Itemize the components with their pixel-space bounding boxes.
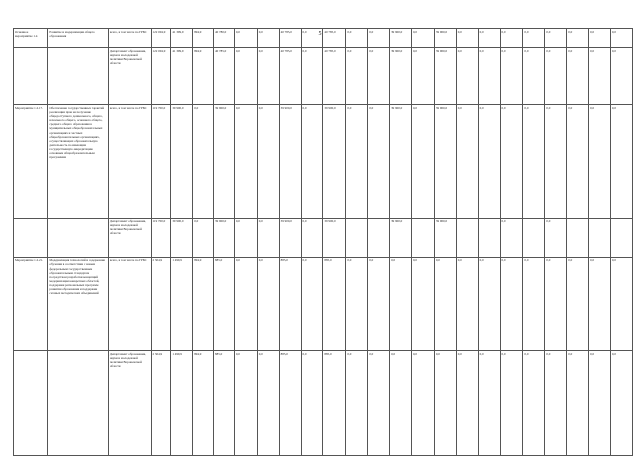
value-cell: 0,0 (301, 29, 323, 48)
value-cell: 2 304,9 (151, 350, 171, 455)
value-cell: 0,0 (589, 48, 611, 105)
value-cell: 0,0 (589, 257, 611, 350)
value-cell: 39 900,0 (279, 218, 301, 257)
value-cell: 885,0 (323, 350, 346, 455)
value-cell: 40 785,0 (323, 48, 346, 105)
activity-code-cell: Основное мероприятие 1.2. (14, 29, 48, 48)
value-cell: 0,0 (301, 218, 323, 257)
value-cell: 0,0 (456, 257, 478, 350)
activity-code-cell (14, 350, 48, 455)
value-cell: 40 785,0 (214, 48, 235, 105)
value-cell: 39 900,0 (279, 105, 301, 218)
value-cell: 0,0 (610, 257, 632, 350)
activity-code-cell: Мероприятие 1.2.17. (14, 105, 48, 218)
value-cell: 40 785,0 (323, 29, 346, 48)
value-cell: 0,0 (456, 29, 478, 48)
funding-source-cell: Департамент образования, науки и молодежной политики Воронежской области (108, 48, 151, 105)
value-cell: 0,0 (478, 29, 500, 48)
value-cell: 0,0 (567, 350, 589, 455)
value-cell: 885,0 (323, 257, 346, 350)
value-cell: 39 900,0 (390, 105, 412, 218)
value-cell: 0,0 (346, 29, 368, 48)
value-cell: 0,0 (234, 257, 257, 350)
value-cell: 0,0 (193, 105, 214, 218)
value-cell: 39 900,0 (434, 218, 456, 257)
value-cell: 894,9 (193, 350, 214, 455)
activity-name-cell (48, 218, 108, 257)
value-cell: 0,0 (368, 105, 390, 218)
funding-source-cell: Департамент образования, науки и молодежной политики Воронежской области (108, 350, 151, 455)
value-cell: 119 700,0 (151, 105, 171, 218)
table-row (14, 105, 633, 218)
activity-name-cell (48, 350, 108, 455)
value-cell: 0,0 (567, 257, 589, 350)
value-cell: 41 399,9 (171, 48, 193, 105)
value-cell: 0,0 (411, 48, 434, 105)
value-cell: 885,0 (214, 350, 235, 455)
activity-name-cell (48, 48, 108, 105)
value-cell: 0,0 (346, 350, 368, 455)
value-cell: 0,0 (301, 48, 323, 105)
value-cell: 39 900,0 (390, 218, 412, 257)
value-cell: 119 700,0 (151, 218, 171, 257)
value-cell: 0,0 (301, 105, 323, 218)
value-cell: 0,0 (478, 257, 500, 350)
value-cell: 0,0 (411, 350, 434, 455)
activity-name-cell: Развитие и модернизация общего образования (48, 29, 108, 48)
value-cell: 0,0 (257, 257, 279, 350)
value-cell: 0,0 (500, 218, 523, 257)
value-cell: 40 780,0 (214, 29, 235, 48)
value-cell: 0,0 (545, 218, 567, 257)
value-cell: 0,0 (478, 48, 500, 105)
value-cell: 39 900,0 (434, 29, 456, 48)
table-row (14, 257, 633, 350)
value-cell: 0,0 (346, 105, 368, 218)
value-cell: 40 785,0 (279, 29, 301, 48)
value-cell: 39 900,0 (214, 105, 235, 218)
value-cell: 0,0 (234, 29, 257, 48)
value-cell: 1 499,9 (171, 257, 193, 350)
value-cell: 0,0 (456, 105, 478, 218)
table-row (14, 29, 633, 48)
table-row (14, 48, 633, 105)
value-cell: 0,0 (390, 257, 412, 350)
value-cell: 0,0 (257, 218, 279, 257)
value-cell: 0,0 (434, 257, 456, 350)
value-cell: 40 785,0 (279, 48, 301, 105)
value-cell: 0,0 (234, 350, 257, 455)
value-cell: 894,9 (193, 257, 214, 350)
value-cell: 0,0 (456, 48, 478, 105)
value-cell: 1 499,9 (171, 350, 193, 455)
value-cell: 0,0 (234, 105, 257, 218)
value-cell: 0,0 (545, 105, 567, 218)
activity-code-cell (14, 48, 48, 105)
activity-code-cell: Мероприятие 1.2.21. (14, 257, 48, 350)
value-cell: 39 900,0 (434, 105, 456, 218)
value-cell: 0,0 (193, 218, 214, 257)
value-cell: 39 900,0 (323, 105, 346, 218)
value-cell: 39 900,0 (434, 48, 456, 105)
value-cell: 0,0 (368, 257, 390, 350)
value-cell: 0,0 (257, 29, 279, 48)
value-cell: 0,0 (257, 48, 279, 105)
value-cell: 0,0 (610, 48, 632, 105)
value-cell (411, 218, 434, 257)
value-cell: 0,0 (545, 48, 567, 105)
value-cell: 0,0 (500, 105, 523, 218)
value-cell: 0,0 (434, 350, 456, 455)
value-cell (567, 218, 589, 257)
value-cell: 0,0 (523, 29, 545, 48)
value-cell: 0,0 (523, 105, 545, 218)
value-cell: 0,0 (478, 105, 500, 218)
value-cell: 0,0 (610, 350, 632, 455)
value-cell: 2 304,9 (151, 257, 171, 350)
value-cell: 0,0 (257, 350, 279, 455)
value-cell: 41 399,9 (171, 29, 193, 48)
value-cell: 894,9 (193, 48, 214, 105)
value-cell: 0,0 (545, 350, 567, 455)
value-cell (368, 218, 390, 257)
value-cell: 0,0 (411, 29, 434, 48)
value-cell: 0,0 (589, 350, 611, 455)
funding-source-cell: всего, в том числе по ГРБС (108, 257, 151, 350)
value-cell: 0,0 (523, 350, 545, 455)
value-cell: 0,0 (368, 350, 390, 455)
value-cell: 885,0 (279, 257, 301, 350)
value-cell: 39 900,0 (214, 218, 235, 257)
value-cell: 0,0 (411, 105, 434, 218)
value-cell: 39 900,0 (323, 218, 346, 257)
value-cell: 0,0 (523, 257, 545, 350)
value-cell (478, 218, 500, 257)
table-row (14, 350, 633, 455)
value-cell: 122 004,9 (151, 29, 171, 48)
value-cell (456, 218, 478, 257)
value-cell: 0,0 (567, 48, 589, 105)
value-cell: 39 900,0 (390, 48, 412, 105)
value-cell: 0,0 (346, 48, 368, 105)
value-cell (610, 218, 632, 257)
value-cell: 39 900,0 (390, 29, 412, 48)
value-cell: 0,0 (610, 105, 632, 218)
value-cell (589, 218, 611, 257)
value-cell: 0,0 (500, 350, 523, 455)
activity-name-cell: Обеспечение государственных гарантий реализации прав на получение общедоступного дошкольного, общего, начального общего, основного общего, среднего общего образования в муниципальных общеобразовательных организациях и частных общеобразовательных организациях, осуществляющих образовательную деятельность по имеющим государственную аккредитацию основным общеобразовательным программам (48, 105, 108, 218)
value-cell: 0,0 (500, 48, 523, 105)
value-cell: 122 004,9 (151, 48, 171, 105)
value-cell (523, 218, 545, 257)
value-cell: 894,9 (193, 29, 214, 48)
value-cell: 0,0 (610, 29, 632, 48)
value-cell: 0,0 (545, 29, 567, 48)
value-cell: 39 900,0 (171, 218, 193, 257)
value-cell: 0,0 (589, 29, 611, 48)
value-cell: 0,0 (567, 105, 589, 218)
value-cell: 0,0 (456, 350, 478, 455)
budget-table (13, 28, 633, 456)
value-cell: 0,0 (500, 257, 523, 350)
value-cell: 0,0 (523, 48, 545, 105)
value-cell: 0,0 (368, 29, 390, 48)
value-cell (346, 218, 368, 257)
value-cell: 885,0 (214, 257, 235, 350)
value-cell: 0,0 (346, 257, 368, 350)
funding-source-cell: Департамент образования, науки и молодежной политики Воронежской области (108, 218, 151, 257)
value-cell: 0,0 (545, 257, 567, 350)
value-cell: 0,0 (301, 257, 323, 350)
value-cell: 0,0 (368, 48, 390, 105)
value-cell: 0,0 (500, 29, 523, 48)
table-row (14, 218, 633, 257)
value-cell: 885,0 (279, 350, 301, 455)
funding-source-cell: всего, в том числе по ГРБС (108, 105, 151, 218)
activity-name-cell: Модернизация технологий и содержания обучения в соответствии с новым федеральным государственным образовательным стандартом посредством разработки концепций модернизации конкретных областей, поддержки региональных программ развития образования и поддержки сетевых методических объединений (48, 257, 108, 350)
value-cell: 0,0 (478, 350, 500, 455)
value-cell: 0,0 (589, 105, 611, 218)
page-number: 5 (318, 31, 322, 37)
funding-source-cell: всего, в том числе по ГРБС (108, 29, 151, 48)
value-cell: 39 900,0 (171, 105, 193, 218)
value-cell: 0,0 (567, 29, 589, 48)
value-cell: 0,0 (301, 350, 323, 455)
value-cell: 0,0 (257, 105, 279, 218)
value-cell: 0,0 (234, 218, 257, 257)
value-cell: 0,0 (390, 350, 412, 455)
value-cell: 0,0 (411, 257, 434, 350)
value-cell: 0,0 (234, 48, 257, 105)
activity-code-cell (14, 218, 48, 257)
